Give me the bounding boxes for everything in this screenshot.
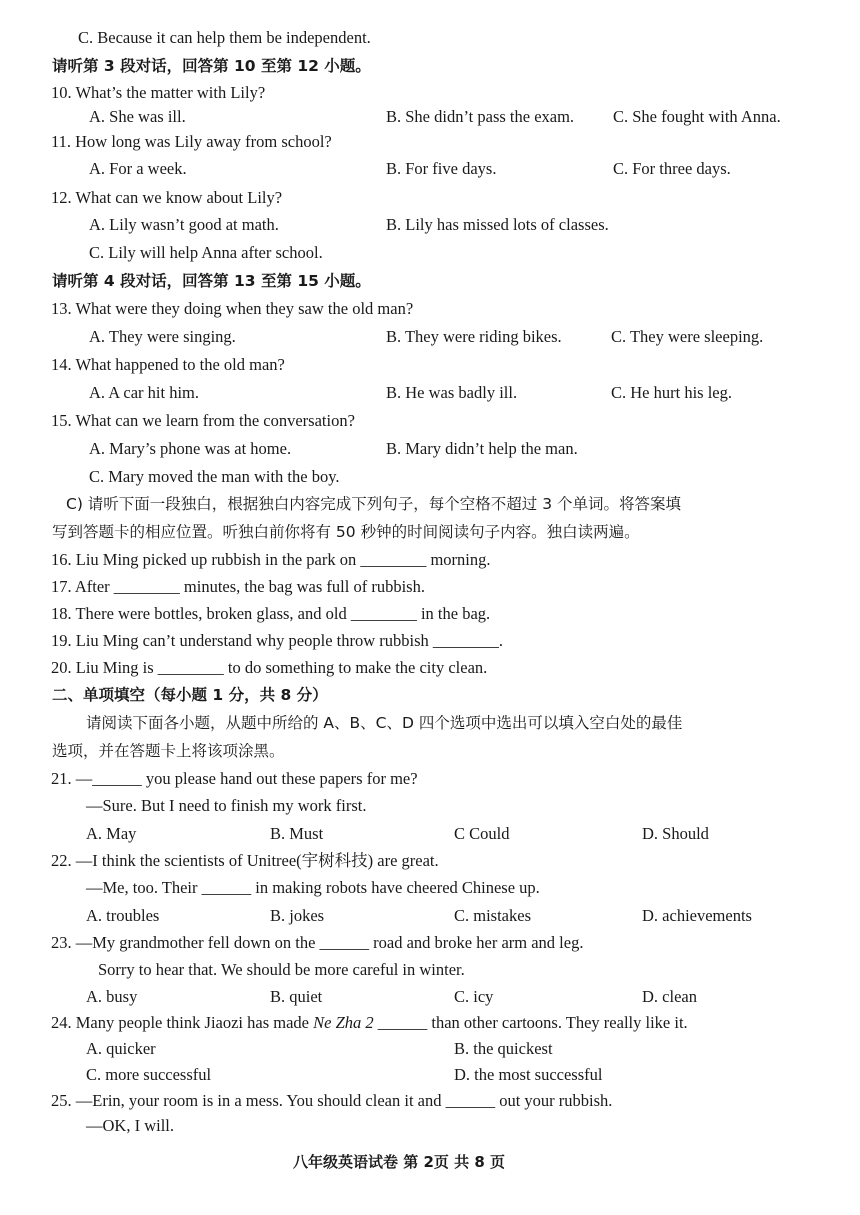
q12-option-a: A. Lily wasn’t good at math. [89, 215, 279, 234]
q10-option-a: A. She was ill. [89, 107, 186, 126]
q12-option-c: C. Lily will help Anna after school. [89, 243, 323, 262]
q10-option-b: B. She didn’t pass the exam. [386, 107, 575, 126]
q13-stem: 13. What were they doing when they saw the old man? [51, 299, 414, 318]
q25-line2: —OK, I will. [86, 1116, 174, 1135]
q22-line2: —Me, too. Their ______ in making robots have cheered Chinese up. [86, 878, 540, 897]
q15-option-a: A. Mary’s phone was at home. [89, 439, 292, 458]
q16-sentence: 16. Liu Ming picked up rubbish in the park on ________ morning. [51, 550, 491, 569]
q11-option-c: C. For three days. [613, 159, 731, 178]
q14-option-c: C. He hurt his leg. [611, 383, 732, 402]
q22-option-c: C. mistakes [454, 906, 531, 925]
q14-option-a: A. A car hit him. [89, 383, 199, 402]
q14-option-b: B. He was badly ill. [386, 383, 518, 402]
q22-option-b: B. jokes [270, 906, 325, 925]
q21-line1: 21. —______ you please hand out these papers for me? [51, 769, 418, 788]
q22-option-d: D. achievements [642, 906, 752, 925]
q18-sentence: 18. There were bottles, broken glass, and old ________ in the bag. [51, 604, 491, 623]
q12-option-b: B. Lily has missed lots of classes. [386, 215, 609, 234]
q11-stem: 11. How long was Lily away from school? [51, 132, 332, 151]
q24-stem [51, 1012, 688, 1034]
q20-sentence: 20. Liu Ming is ________ to do something to make the city clean. [51, 658, 488, 677]
q24-option-c: C. more successful [86, 1065, 212, 1084]
q11-option-a: A. For a week. [89, 159, 187, 178]
q24-option-a: A. quicker [86, 1039, 156, 1058]
part-c-instruction-line1: C) 请听下面一段独白，根据独白内容完成下列句子，每个空格不超过 3 个单词。将答案填 [66, 495, 682, 513]
q23-option-b: B. quiet [270, 987, 323, 1006]
q15-option-b: B. Mary didn’t help the man. [386, 439, 578, 458]
part2-header: 二、单项填空（每小题 1 分，共 8 分） [52, 686, 328, 704]
q23-line2: Sorry to hear that. We should be more careful in winter. [98, 960, 465, 979]
q10-option-c: C. She fought with Anna. [613, 107, 781, 126]
q24-stem-pre: 24. Many people think Jiaozi has made [51, 1013, 314, 1032]
part2-instruction-line1: 请阅读下面各小题，从题中所给的 A、B、C、D 四个选项中选出可以填入空白处的最佳 [86, 714, 683, 732]
q12-stem: 12. What can we know about Lily? [51, 188, 283, 207]
q21-option-b: B. Must [270, 824, 324, 843]
q15-stem: 15. What can we learn from the conversation? [51, 411, 355, 430]
q24-option-b: B. the quickest [454, 1039, 553, 1058]
q23-option-c: C. icy [454, 987, 494, 1006]
part-c-instruction-line2: 写到答题卡的相应位置。听独白前你将有 50 秒钟的时间阅读句子内容。独白读两遍。 [52, 523, 640, 541]
q15-option-c: C. Mary moved the man with the boy. [89, 467, 340, 486]
q21-line2: —Sure. But I need to finish my work first. [86, 796, 367, 815]
q19-sentence: 19. Liu Ming can’t understand why people throw rubbish ________. [51, 631, 504, 650]
q24-option-d: D. the most successful [454, 1065, 603, 1084]
q21-option-a: A. May [86, 824, 137, 843]
q10-stem: 10. What’s the matter with Lily? [51, 83, 266, 102]
q21-option-d: D. Should [642, 824, 709, 843]
part2-instruction-line2: 选项，并在答题卡上将该项涂黑。 [52, 742, 285, 760]
q17-sentence: 17. After ________ minutes, the bag was full of rubbish. [51, 577, 425, 596]
q24-stem-post: ______ than other cartoons. They really like it. [373, 1013, 688, 1032]
q13-option-b: B. They were riding bikes. [386, 327, 562, 346]
q22-line1: 22. —I think the scientists of Unitree(宇树科技) are great. [51, 851, 439, 870]
q25-line1: 25. —Erin, your room is in a mess. You should clean it and ______ out your rubbish. [51, 1091, 613, 1110]
q22-option-a: A. troubles [86, 906, 160, 925]
q11-option-b: B. For five days. [386, 159, 497, 178]
q21-option-c: C Could [454, 824, 510, 843]
q23-option-d: D. clean [642, 987, 697, 1006]
section4-header: 请听第 4 段对话，回答第 13 至第 15 小题。 [52, 272, 371, 290]
q13-option-a: A. They were singing. [89, 327, 236, 346]
section3-header: 请听第 3 段对话，回答第 10 至第 12 小题。 [52, 57, 371, 75]
q23-line1: 23. —My grandmother fell down on the ______ road and broke her arm and leg. [51, 933, 584, 952]
q24-movie-title: Ne Zha 2 [313, 1013, 374, 1032]
q9-option-c: C. Because it can help them be independent. [78, 28, 371, 47]
q23-option-a: A. busy [86, 987, 138, 1006]
q14-stem: 14. What happened to the old man? [51, 355, 285, 374]
q13-option-c: C. They were sleeping. [611, 327, 764, 346]
page-footer: 八年级英语试卷 第 2页 共 8 页 [293, 1153, 505, 1171]
